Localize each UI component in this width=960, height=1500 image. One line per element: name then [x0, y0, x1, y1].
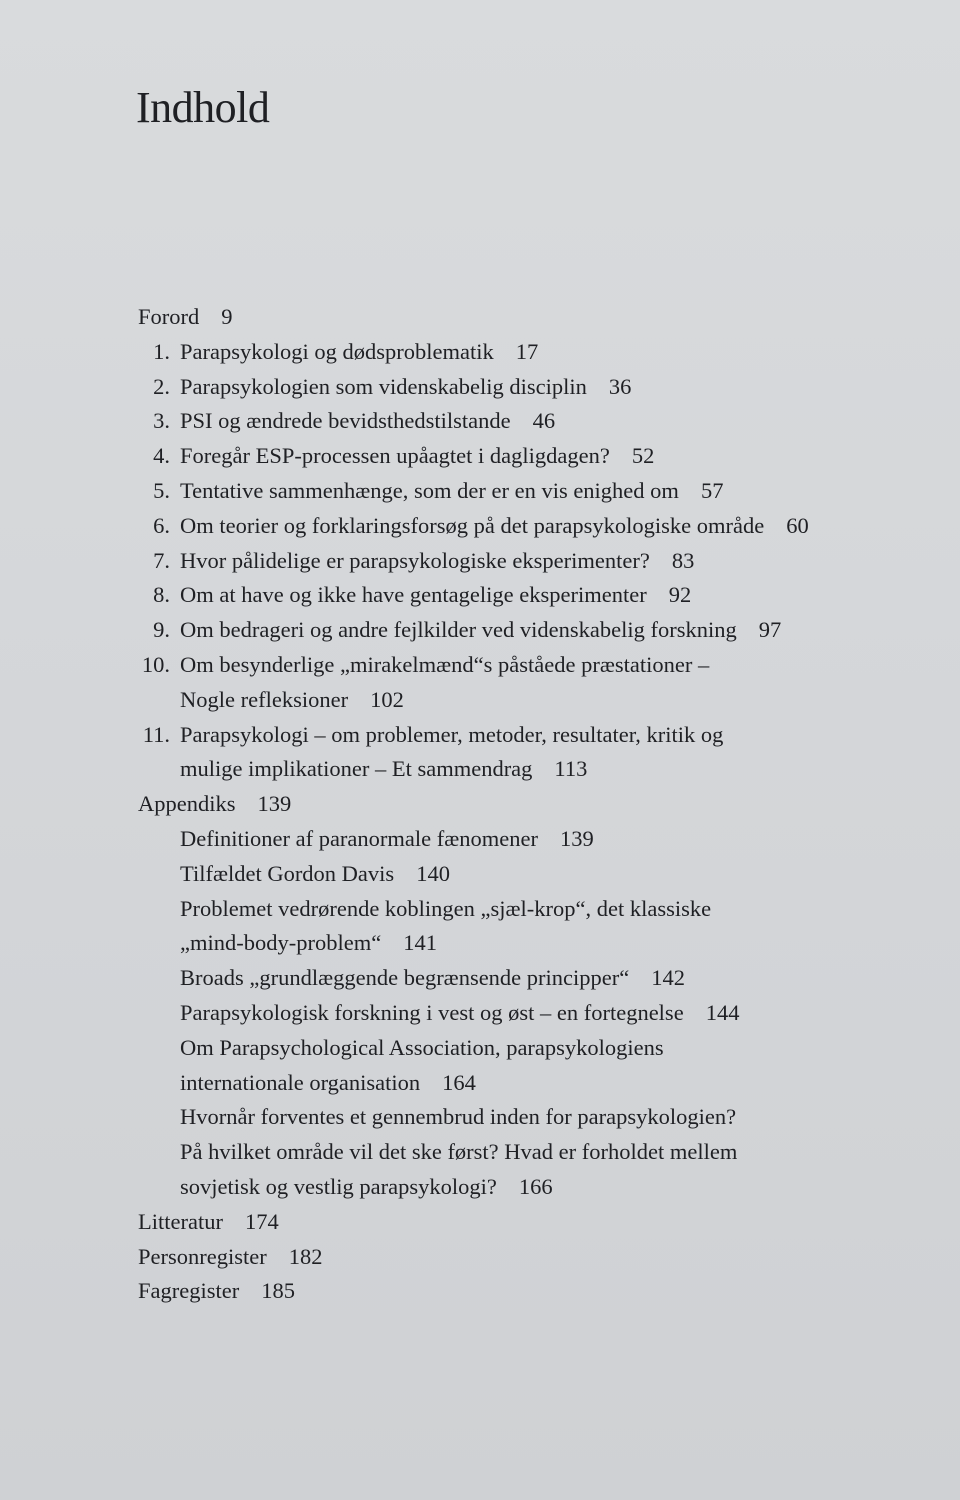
toc-entry-page: 102 — [370, 686, 404, 712]
toc-entry-text — [180, 961, 685, 996]
toc-entry-title: Forord — [138, 304, 200, 329]
toc-entry-text — [180, 1170, 553, 1205]
toc-entry-title: Litteratur — [138, 1208, 223, 1234]
toc-entry-text — [180, 370, 631, 405]
toc-entry-text — [180, 578, 691, 613]
toc-entry-page: 182 — [288, 1243, 323, 1269]
toc-entry-text — [180, 1100, 736, 1135]
toc-entry-text — [138, 300, 233, 335]
toc-entry-text — [138, 787, 291, 822]
toc-entry-title: Om teorier og forklaringsforsøg på det parapsykologiske område — [180, 512, 765, 538]
toc-entry-text — [180, 1066, 476, 1101]
toc-entry-text — [138, 1274, 295, 1309]
toc-entry-page: 141 — [403, 930, 437, 956]
toc-entry-title: Appendiks — [138, 791, 236, 817]
toc-entry-page: 52 — [631, 443, 655, 469]
toc-entry — [0, 787, 960, 822]
toc-entry-title: Nogle refleksioner — [180, 686, 349, 712]
toc-entry-title: Parapsykologi og dødsproblematik — [180, 338, 494, 364]
toc-entry-page: 57 — [700, 477, 724, 503]
toc-entry-title: Hvornår forventes et gennembrud inden for parapsykologien? — [180, 1104, 737, 1130]
toc-entry-page: 140 — [416, 860, 450, 886]
toc-entry — [0, 335, 960, 370]
toc-entry — [0, 474, 960, 509]
page-title: Indhold — [136, 83, 270, 132]
toc-entry-page: 139 — [559, 825, 594, 851]
toc-entry — [0, 1274, 960, 1309]
toc-entry-page: 36 — [608, 373, 632, 399]
toc-entry-title: Personregister — [138, 1243, 267, 1269]
toc-entry-title: Fagregister — [138, 1278, 240, 1304]
toc-entry-number: 5. — [153, 477, 170, 503]
toc-entry — [0, 544, 960, 579]
toc-entry-title: Hvor pålidelige er parapsykologiske eksperimenter? — [180, 547, 650, 573]
toc-entry-text — [138, 1240, 322, 1275]
toc-entry-number: 1. — [153, 338, 170, 364]
toc-entry-number: 8. — [153, 582, 170, 608]
toc-entry — [0, 370, 960, 405]
toc-entry-text — [180, 996, 739, 1031]
toc-entry — [0, 857, 960, 892]
toc-entry-title: Parapsykologisk forskning i vest og øst – en fortegnelse — [180, 999, 684, 1025]
toc-entry-title: mulige implikationer – Et sammendrag — [180, 756, 533, 782]
toc-entry-number: 2. — [153, 373, 170, 399]
toc-entry-text — [180, 509, 809, 544]
toc-entry-title: Tentative sammenhænge, som der er en vis enighed om — [180, 477, 679, 503]
toc-entry — [0, 300, 960, 335]
toc-entry-number: 9. — [153, 617, 170, 643]
toc-entry — [0, 404, 960, 439]
toc-entry-text — [180, 926, 437, 961]
toc-entry — [0, 1240, 960, 1275]
toc-entry — [0, 752, 960, 787]
toc-entry-text — [180, 752, 587, 787]
toc-entry-title: PSI og ændrede bevidsthedstilstande — [180, 408, 511, 434]
toc-entry — [0, 648, 960, 683]
toc-entry-title: Broads „grundlæggende begrænsende principper“ — [180, 965, 630, 991]
toc-entry-page: 142 — [651, 965, 685, 991]
toc-entry-page: 144 — [705, 999, 740, 1025]
toc-entry — [0, 1170, 960, 1205]
toc-entry-title: Foregår ESP-processen upåagtet i dagligdagen? — [180, 443, 610, 469]
toc-entry-text — [180, 335, 538, 370]
toc-entry-text — [180, 544, 694, 579]
toc-entry-text — [180, 1031, 664, 1066]
toc-entry-title: På hvilket område vil det ske først? Hvad er forholdet mellem — [180, 1139, 738, 1165]
toc-entry-number: 6. — [153, 512, 170, 538]
toc-entry-text — [138, 1205, 279, 1240]
toc-entry — [0, 1031, 960, 1066]
toc-entry-page: 185 — [261, 1278, 295, 1304]
toc-entry — [0, 926, 960, 961]
toc-entry — [0, 683, 960, 718]
toc-entry-text — [180, 1135, 737, 1170]
toc-entry-page: 113 — [554, 756, 588, 782]
toc-entry-page: 60 — [786, 512, 809, 538]
toc-entry-text — [180, 613, 781, 648]
toc-entry-title: Om bedrageri og andre fejlkilder ved videnskabelig forskning — [180, 617, 737, 643]
toc-entry-title: sovjetisk og vestlig parapsykologi? — [180, 1173, 497, 1199]
toc-entry-title: Problemet vedrørende koblingen „sjæl-krop“, det klassiske — [180, 895, 712, 921]
toc-entry-page: 92 — [668, 582, 692, 608]
toc-entry-number: 3. — [153, 408, 170, 434]
toc-entry — [0, 718, 960, 753]
toc-entry-number: 11. — [142, 721, 170, 747]
toc-entry-text — [180, 439, 654, 474]
toc-entry-number: 7. — [153, 547, 170, 573]
toc-entry — [0, 578, 960, 613]
toc-entry-title: Om at have og ikke have gentagelige eksperimenter — [180, 582, 647, 608]
toc-entry-text — [180, 474, 723, 509]
toc-entry-title: internationale organisation — [180, 1069, 421, 1095]
toc-entry-number: 4. — [153, 443, 170, 469]
toc-entry-text — [180, 718, 723, 753]
toc-entry-title: Parapsykologien som videnskabelig disciplin — [180, 373, 587, 399]
toc-entry — [0, 961, 960, 996]
toc-entry-page: 174 — [244, 1208, 279, 1234]
toc-entry — [0, 996, 960, 1031]
toc-entry-page: 164 — [442, 1069, 476, 1095]
toc-entry — [0, 439, 960, 474]
toc-entry-page: 139 — [257, 791, 292, 817]
toc-entry — [0, 1135, 960, 1170]
toc-entry-page: 9 — [221, 304, 233, 329]
toc-entry-text — [180, 892, 711, 927]
toc-entry-title: Om Parapsychological Association, parapsykologiens — [180, 1034, 664, 1060]
toc-entry — [0, 1066, 960, 1101]
table-of-contents — [0, 300, 960, 1309]
toc-entry-text — [180, 648, 709, 683]
toc-entry-title: Tilfældet Gordon Davis — [180, 860, 395, 886]
toc-entry-text — [180, 857, 450, 892]
toc-entry-title: Om besynderlige „mirakelmænd“s påståede præstationer – — [180, 651, 710, 677]
toc-entry-title: Definitioner af paranormale fænomener — [180, 825, 538, 851]
toc-entry-page: 83 — [671, 547, 695, 573]
toc-entry-page: 97 — [758, 617, 782, 643]
toc-entry-page: 166 — [518, 1173, 553, 1199]
toc-entry — [0, 822, 960, 857]
toc-entry-page: 46 — [532, 408, 556, 434]
toc-entry-text — [180, 822, 594, 857]
toc-entry — [0, 1205, 960, 1240]
toc-entry-title: Parapsykologi – om problemer, metoder, resultater, kritik og — [180, 721, 724, 747]
toc-entry-text — [180, 404, 555, 439]
toc-entry — [0, 613, 960, 648]
toc-entry — [0, 892, 960, 927]
toc-entry-text — [180, 683, 404, 718]
toc-entry-number: 10. — [141, 651, 170, 677]
toc-entry-title: „mind-body-problem“ — [180, 930, 382, 956]
toc-entry-page: 17 — [515, 338, 539, 364]
toc-entry — [0, 1100, 960, 1135]
toc-entry — [0, 509, 960, 544]
